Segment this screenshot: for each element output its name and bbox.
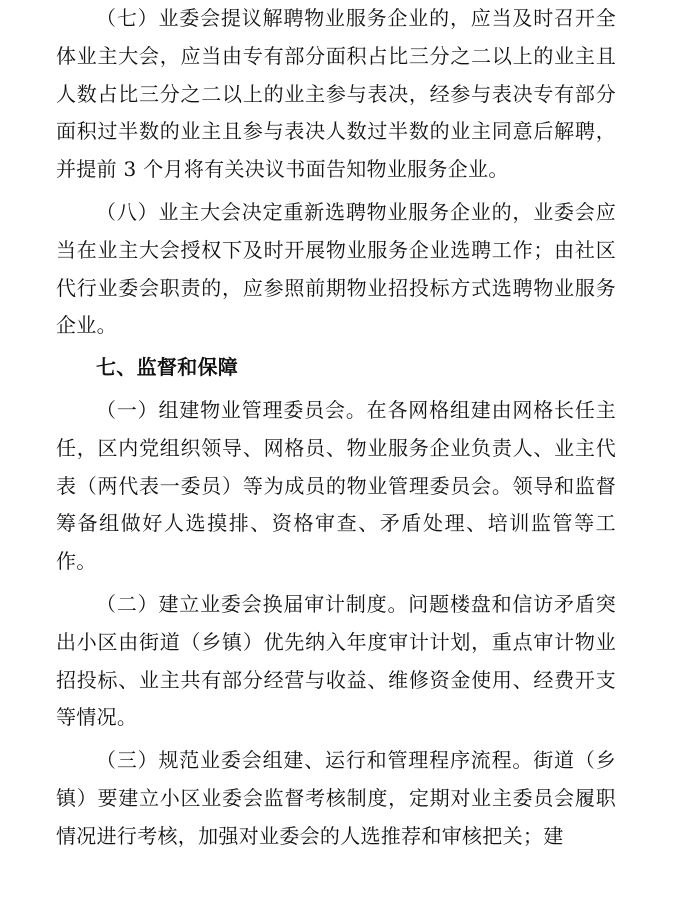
paragraph-item-7: （七）业委会提议解聘物业服务企业的，应当及时召开全体业主大会，应当由专有部分面积占比三分之二以上的业主且人数占比三分之二以上的业主参与表决，经参与表决专有部分面积过半数的业主且参与表决人数过半数的业主同意后解聘，并提前 3 个月将有关决议书面告知物业服务企业。 xyxy=(56,6,616,182)
paragraph-item-3: （三）规范业委会组建、运行和管理程序流程。街道（乡镇）要建立小区业委会监督考核制度，定期对业主委员会履职情况进行考核，加强对业委会的人选推荐和审核把关；建 xyxy=(56,748,616,848)
paragraph-item-1: （一）组建物业管理委员会。在各网格组建由网格长任主任，区内党组织领导、网格员、物业服务企业负责人、业主代表（两代表一委员）等为成员的物业管理委员会。领导和监督筹备组做好人选摸排、资格审查、矛盾处理、培训监管等工作。 xyxy=(56,397,616,574)
paragraph-item-2: （二）建立业委会换届审计制度。问题楼盘和信访矛盾突出小区由街道（乡镇）优先纳入年度审计计划，重点审计物业招投标、业主共有部分经营与收益、维修资金使用、经费开支等情况。 xyxy=(56,591,616,730)
paragraph-item-8: （八）业主大会决定重新选聘物业服务企业的，业委会应当在业主大会授权下及时开展物业服务企业选聘工作；由社区代行业委会职责的，应参照前期物业招投标方式选聘物业服务企业。 xyxy=(56,199,616,338)
document-page xyxy=(56,0,616,856)
section-heading: 七、监督和保障 xyxy=(96,355,239,380)
